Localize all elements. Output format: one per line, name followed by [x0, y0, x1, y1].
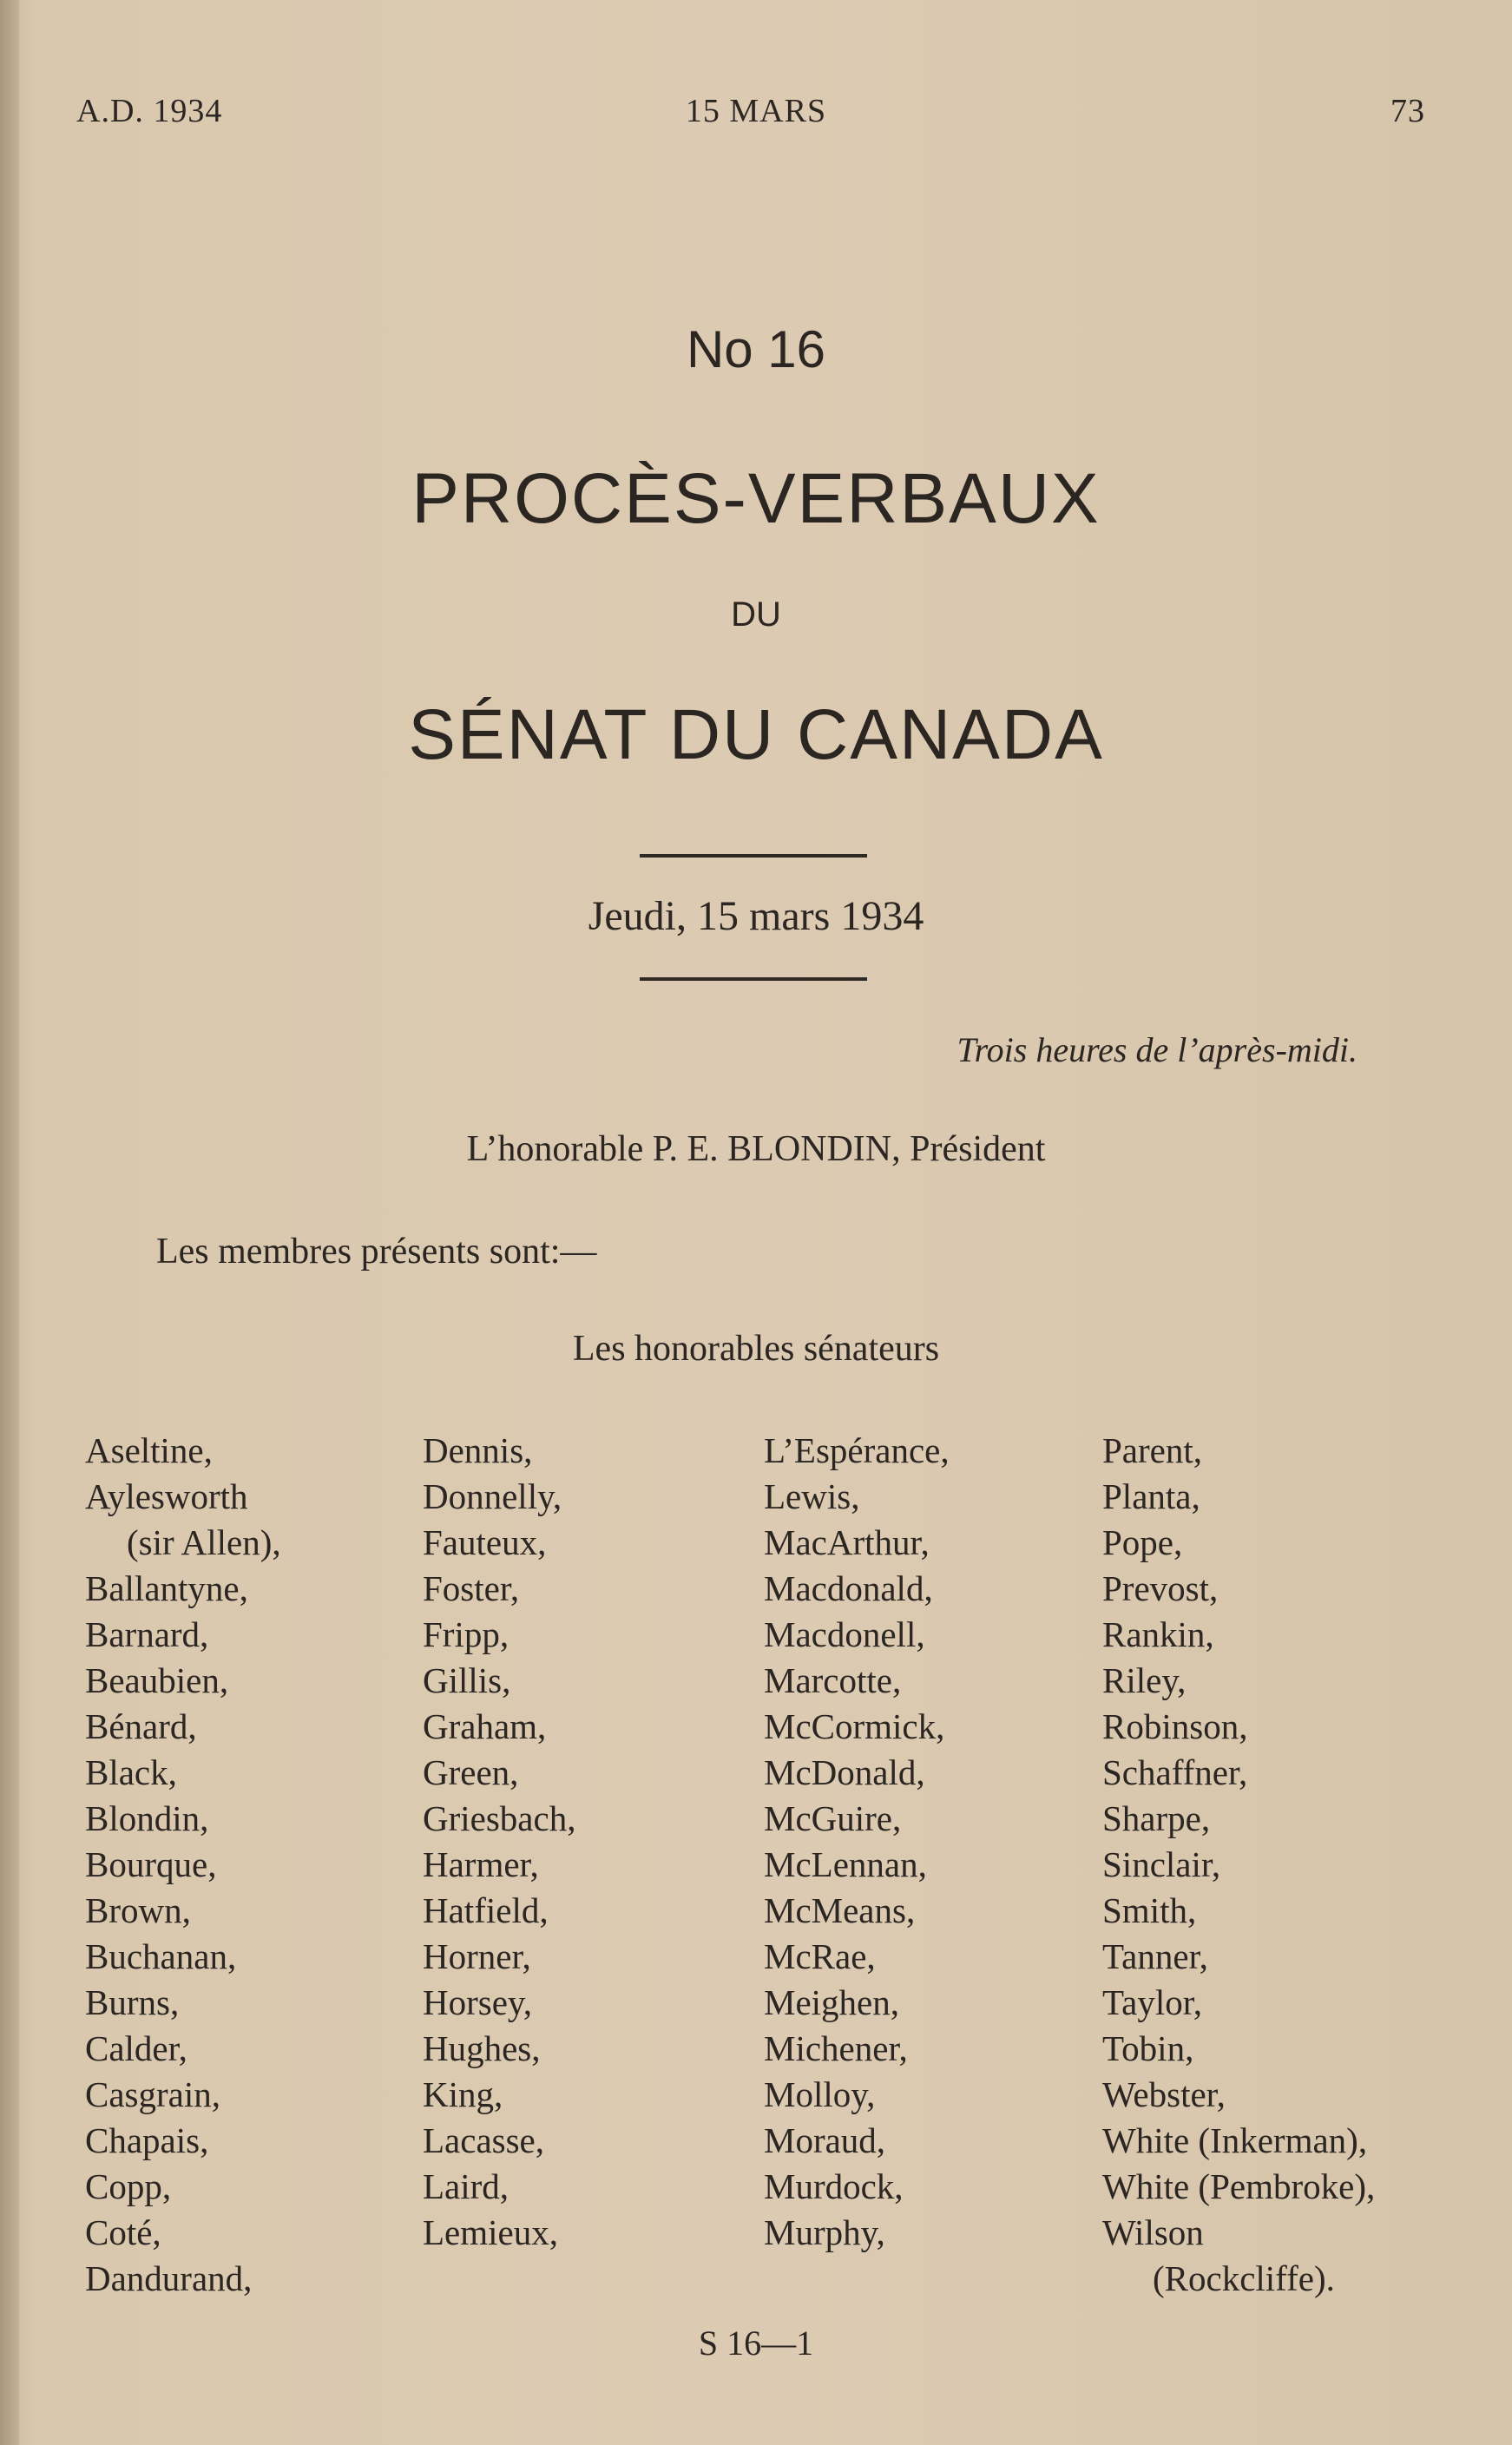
senator-name: Robinson, [1102, 1706, 1248, 1746]
senator-name: Marcotte, [764, 1660, 902, 1700]
senator-name: Taylor, [1102, 1982, 1203, 2022]
issue-number: No 16 [686, 320, 826, 378]
senator-name: Ballantyne, [85, 1568, 248, 1608]
senator-name: Black, [85, 1752, 177, 1792]
senator-name: Bourque, [85, 1844, 217, 1884]
senator-name: McCormick, [764, 1706, 945, 1746]
senator-name: Pope, [1102, 1522, 1183, 1562]
senator-name: Michener, [764, 2028, 908, 2068]
senator-name: Bénard, [85, 1706, 197, 1746]
senator-name: Horner, [423, 1936, 531, 1976]
senator-name: McDonald, [764, 1752, 925, 1792]
senator-name: White (Pembroke), [1102, 2166, 1376, 2206]
senator-name: Dennis, [423, 1430, 533, 1470]
senator-name: Griesbach, [423, 1798, 576, 1838]
senator-name: Sinclair, [1102, 1844, 1221, 1884]
senator-name: McGuire, [764, 1798, 902, 1838]
senator-name: Laird, [423, 2166, 509, 2206]
senator-column-4 [1102, 1428, 1375, 2302]
senator-name: McLennan, [764, 1844, 927, 1884]
senator-name: White (Inkerman), [1102, 2120, 1368, 2160]
signature-mark: S 16—1 [698, 2323, 814, 2363]
senator-name: Murphy, [764, 2212, 885, 2252]
members-intro: Les membres présents sont:— [156, 1232, 597, 1272]
senator-name: Macdonell, [764, 1614, 925, 1654]
senator-name: Gillis, [423, 1660, 511, 1700]
senator-name: Coté, [85, 2212, 161, 2252]
senator-name: Calder, [85, 2028, 187, 2068]
senator-name: Wilson [1102, 2212, 1204, 2252]
senator-name: Riley, [1102, 1660, 1187, 1700]
senator-name: Buchanan, [85, 1936, 237, 1976]
senator-name: McMeans, [764, 1890, 916, 1930]
senator-name: (Rockcliffe). [1153, 2258, 1335, 2298]
senator-name: Donnelly, [423, 1476, 562, 1516]
senator-name: Murdock, [764, 2166, 904, 2206]
senator-name: Copp, [85, 2166, 172, 2206]
president-line: L’honorable P. E. BLONDIN, Président [466, 1129, 1046, 1169]
senator-name: Fripp, [423, 1614, 509, 1654]
senator-name: McRae, [764, 1936, 876, 1976]
senator-name: Aseltine, [85, 1430, 213, 1470]
senator-column-1 [85, 1428, 281, 2302]
senator-name: Tobin, [1102, 2028, 1194, 2068]
senator-name: (sir Allen), [127, 1522, 281, 1562]
sitting-date: Jeudi, 15 mars 1934 [588, 893, 924, 939]
senator-name: MacArthur, [764, 1522, 930, 1562]
senator-name: Chapais, [85, 2120, 209, 2160]
senator-name: Sharpe, [1102, 1798, 1211, 1838]
senator-name: Beaubien, [85, 1660, 229, 1700]
senator-name: Meighen, [764, 1982, 899, 2022]
senator-name: Parent, [1102, 1430, 1202, 1470]
senator-name: Graham, [423, 1706, 547, 1746]
senator-column-3 [764, 1428, 950, 2256]
senator-name: Macdonald, [764, 1568, 933, 1608]
senator-name: Harmer, [423, 1844, 539, 1884]
document-title: PROCÈS-VERBAUX [411, 459, 1101, 538]
senators-heading: Les honorables sénateurs [572, 1329, 940, 1369]
senator-name: Burns, [85, 1982, 180, 2022]
senate-name: SÉNAT DU CANADA [408, 695, 1104, 774]
senator-name: Lewis, [764, 1476, 860, 1516]
header-date: 15 MARS [685, 93, 827, 129]
senator-name: Foster, [423, 1568, 520, 1608]
senator-name: Hatfield, [423, 1890, 549, 1930]
senator-name: Blondin, [85, 1798, 209, 1838]
header-year: A.D. 1934 [76, 93, 223, 129]
senator-name: Rankin, [1102, 1614, 1214, 1654]
senator-name: Planta, [1102, 1476, 1200, 1516]
senator-name: Fauteux, [423, 1522, 547, 1562]
sitting-time: Trois heures de l’après-midi. [957, 1030, 1358, 1069]
page-number: 73 [1390, 93, 1425, 129]
senator-name: Aylesworth [85, 1476, 248, 1516]
senator-name: Brown, [85, 1890, 191, 1930]
senator-name: L’Espérance, [764, 1430, 950, 1470]
senator-name: Dandurand, [85, 2258, 253, 2298]
senator-name: Tanner, [1102, 1936, 1208, 1976]
senator-name: Prevost, [1102, 1568, 1219, 1608]
senator-name: Lacasse, [423, 2120, 544, 2160]
senator-name: Moraud, [764, 2120, 886, 2160]
senator-name: Molloy, [764, 2074, 876, 2114]
senator-name: Casgrain, [85, 2074, 220, 2114]
senator-name: Green, [423, 1752, 519, 1792]
senator-name: Horsey, [423, 1982, 533, 2022]
divider-top [640, 854, 867, 858]
senator-name: King, [423, 2074, 503, 2114]
title-connector: DU [731, 595, 781, 634]
senator-name: Smith, [1102, 1890, 1197, 1930]
senator-name: Lemieux, [423, 2212, 558, 2252]
senator-column-2 [423, 1428, 575, 2256]
divider-bottom [640, 977, 867, 981]
senator-name: Barnard, [85, 1614, 209, 1654]
senator-name: Hughes, [423, 2028, 541, 2068]
senator-name: Webster, [1102, 2074, 1226, 2114]
senator-name: Schaffner, [1102, 1752, 1248, 1792]
